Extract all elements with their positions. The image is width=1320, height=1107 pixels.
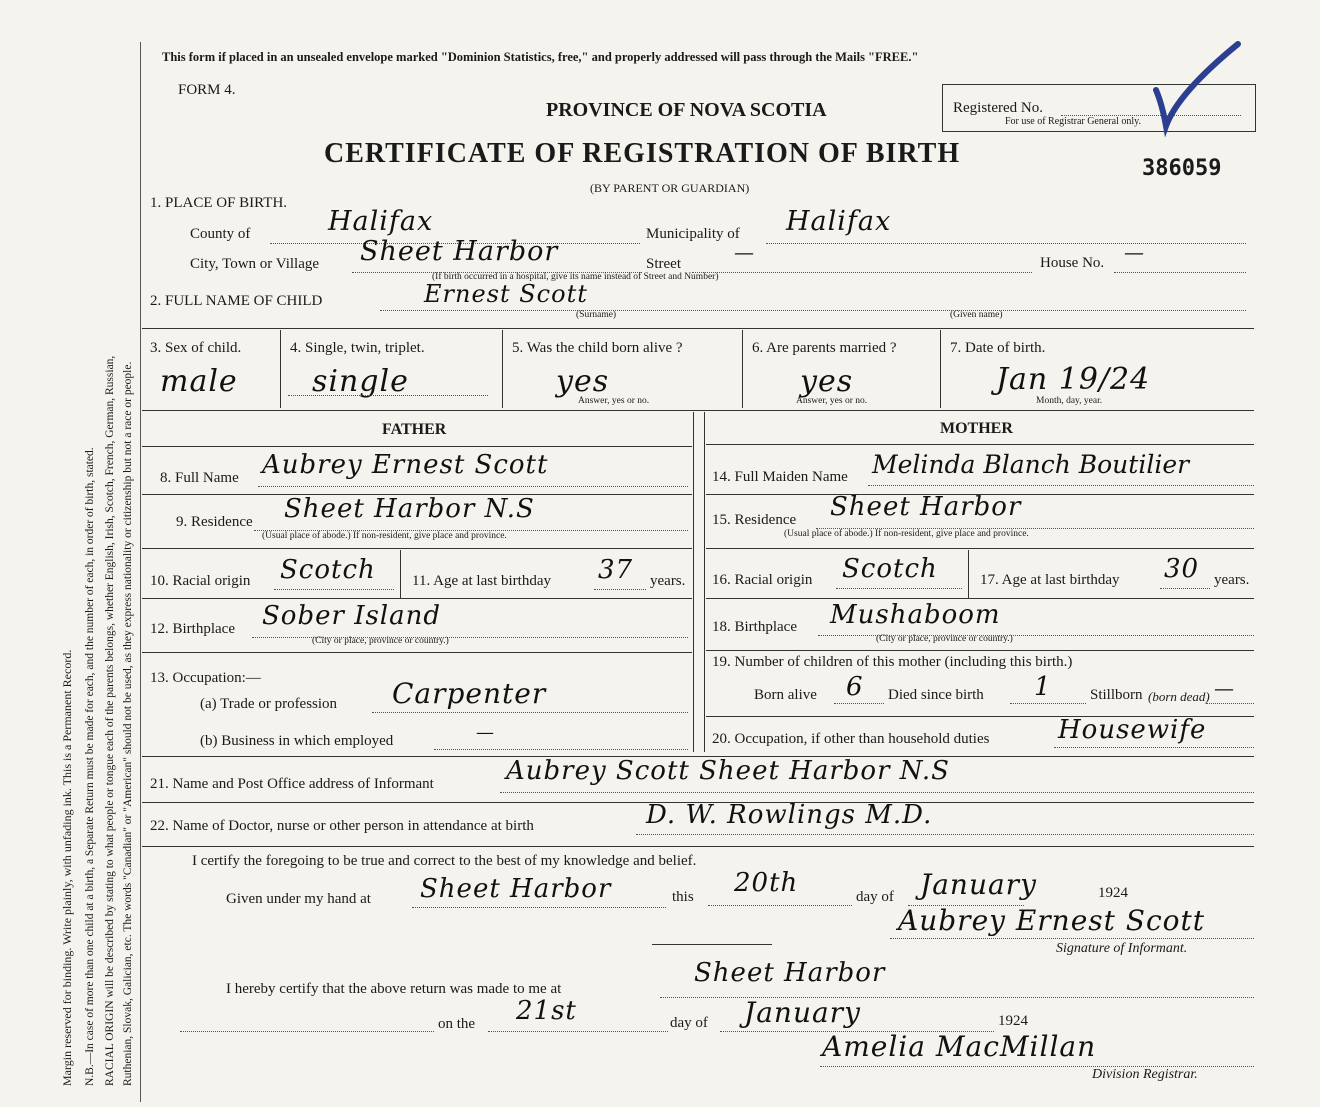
- married-note: Answer, yes or no.: [796, 396, 868, 406]
- father-heading: FATHER: [382, 421, 447, 438]
- mother-age-label: 17. Age at last birthday: [980, 572, 1120, 588]
- father-birthplace-note: (City or place, province or country.): [312, 636, 449, 646]
- mother-occupation-value: Housewife: [1058, 715, 1207, 745]
- mother-birthplace-label: 18. Birthplace: [712, 619, 797, 635]
- alive-value: yes: [556, 364, 610, 399]
- mother-residence-note: (Usual place of abode.) If non-resident, give place and province.: [784, 529, 1029, 539]
- father-business-value: —: [476, 722, 495, 743]
- father-residence-note: (Usual place of abode.) If non-resident, give place and province.: [262, 531, 507, 541]
- street-line: [692, 272, 1032, 273]
- father-business-line: [434, 749, 688, 750]
- mother-heading-rule: [706, 444, 1254, 445]
- house-line: [1114, 272, 1246, 273]
- plurality-value: single: [312, 364, 409, 399]
- doctor-bottom-rule: [142, 846, 1254, 847]
- province-title: PROVINCE OF NOVA SCOTIA: [546, 99, 827, 121]
- mother-name-line: [868, 485, 1254, 486]
- form-number: FORM 4.: [178, 82, 236, 98]
- divider-6-7: [940, 330, 941, 408]
- given-month-value: January: [920, 868, 1037, 901]
- registrar-day-of-label: day of: [670, 1015, 708, 1031]
- mother-heading: MOTHER: [940, 420, 1013, 437]
- father-trade-line: [372, 712, 688, 713]
- registrar-blank-line: [180, 1031, 434, 1032]
- mother-years-label: years.: [1214, 572, 1250, 588]
- county-value: Halifax: [328, 206, 434, 237]
- page-title: CERTIFICATE OF REGISTRATION OF BIRTH: [324, 138, 961, 169]
- father-race-divider: [400, 550, 401, 598]
- municipality-value: Halifax: [786, 206, 892, 237]
- stillborn-note: (born dead): [1148, 689, 1210, 704]
- divider-4-5: [502, 330, 503, 408]
- surname-note: (Surname): [576, 310, 617, 320]
- margin-note-1: Margin reserved for binding. Write plainly, with unfading ink. This is a Permanent Record.: [60, 649, 74, 1086]
- margin-note-4: Ruthenian, Slovak, Galician, etc. The words "Canadian" or "American" should not be used, as they express nationality or citizenship but not a race or people.: [122, 361, 134, 1086]
- margin-border: [140, 42, 141, 1102]
- house-value: —: [1124, 240, 1145, 264]
- father-trade-value: Carpenter: [392, 677, 547, 710]
- father-name-value: Aubrey Ernest Scott: [262, 450, 549, 480]
- father-rule-4: [142, 652, 692, 653]
- mother-residence-label: 15. Residence: [712, 512, 797, 528]
- given-day-line: [708, 905, 852, 906]
- given-name-note: (Given name): [950, 310, 1003, 320]
- child-name-label: 2. FULL NAME OF CHILD: [150, 293, 323, 309]
- registrar-signature: Amelia MacMillan: [822, 1030, 1097, 1063]
- father-age-line: [594, 589, 646, 590]
- street-value: —: [734, 240, 755, 264]
- dob-note: Month, day, year.: [1036, 396, 1103, 406]
- died-value: 1: [1034, 672, 1052, 702]
- father-residence-value: Sheet Harbor N.S: [284, 494, 535, 524]
- alive-note: Answer, yes or no.: [578, 396, 650, 406]
- given-day-of-label: day of: [856, 889, 894, 905]
- registrar-place-value: Sheet Harbor: [694, 958, 886, 988]
- parents-divider-right: [704, 412, 705, 752]
- city-label: City, Town or Village: [190, 256, 320, 272]
- mother-name-value: Melinda Blanch Boutilier: [872, 450, 1190, 479]
- row-3-7-top-border: [142, 328, 1254, 329]
- mother-residence-value: Sheet Harbor: [830, 492, 1022, 522]
- registrar-on-the-label: on the: [438, 1016, 476, 1032]
- plurality-label: 4. Single, twin, triplet.: [290, 340, 425, 356]
- stillborn-value: —: [1214, 676, 1235, 700]
- mother-race-value: Scotch: [842, 554, 938, 584]
- married-value: yes: [800, 364, 854, 399]
- father-race-line: [274, 589, 394, 590]
- doctor-line: [636, 834, 1254, 835]
- margin-note-2: N.B.—In case of more than one child at a birth, a Separate Return must be made for each, and the number of each, in order of birth, stated.: [84, 447, 96, 1086]
- informant-value: Aubrey Scott Sheet Harbor N.S: [506, 756, 950, 786]
- child-name-value: Ernest Scott: [424, 280, 588, 308]
- father-name-line: [258, 486, 688, 487]
- mother-rule-2: [706, 548, 1254, 549]
- sex-label: 3. Sex of child.: [150, 340, 242, 356]
- given-day-value: 20th: [734, 868, 799, 898]
- father-heading-rule: [142, 446, 692, 447]
- certificate-number: 386059: [1142, 156, 1222, 181]
- father-birthplace-value: Sober Island: [262, 601, 442, 631]
- given-place-value: Sheet Harbor: [420, 874, 612, 904]
- born-alive-value: 6: [846, 672, 864, 702]
- father-rule-2: [142, 548, 692, 549]
- registrar-signature-label: Division Registrar.: [1092, 1067, 1198, 1082]
- postal-notice: This form if placed in an unsealed envelope marked "Dominion Statistics, free," and properly addressed will pass through the Mails "FREE.": [162, 50, 919, 64]
- died-line: [1010, 703, 1086, 704]
- born-alive-line: [834, 703, 884, 704]
- mother-race-divider: [968, 550, 969, 598]
- father-trade-label: (a) Trade or profession: [200, 696, 338, 712]
- father-name-label: 8. Full Name: [160, 470, 239, 486]
- mother-age-line: [1160, 588, 1210, 589]
- mother-birthplace-value: Mushaboom: [830, 600, 1001, 630]
- father-age-value: 37: [598, 555, 634, 585]
- mother-occupation-line: [1054, 747, 1254, 748]
- died-label: Died since birth: [888, 687, 984, 703]
- father-race-value: Scotch: [280, 555, 376, 585]
- certify-statement: I certify the foregoing to be true and correct to the best of my knowledge and belief.: [192, 853, 697, 869]
- margin-note-3: RACIAL ORIGIN will be described by stating to what people or tongue each of the parents belongs, whether English, Irish, Scotch, French, German, Russian,: [104, 355, 116, 1086]
- parents-divider-left: [693, 412, 694, 752]
- doctor-value: D. W. Rowlings M.D.: [646, 800, 933, 830]
- place-of-birth-label: 1. PLACE OF BIRTH.: [150, 195, 288, 211]
- stillborn-line: [1206, 703, 1254, 704]
- county-label: County of: [190, 226, 251, 242]
- hospital-note: (If birth occurred in a hospital, give its name instead of Street and Number): [432, 272, 719, 282]
- street-label: Street: [646, 256, 681, 272]
- informant-signature-line: [890, 938, 1254, 939]
- sex-value: male: [160, 364, 238, 399]
- alive-label: 5. Was the child born alive ?: [512, 340, 683, 356]
- city-value: Sheet Harbor: [360, 236, 559, 267]
- mother-rule-4: [706, 650, 1254, 651]
- registrar-statement: I hereby certify that the above return was made to me at: [226, 981, 562, 997]
- born-alive-label: Born alive: [754, 687, 817, 703]
- informant-signature: Aubrey Ernest Scott: [898, 904, 1206, 937]
- registrar-day-line: [488, 1031, 668, 1032]
- divider-5-6: [742, 330, 743, 408]
- father-age-label: 11. Age at last birthday: [412, 573, 551, 589]
- divider-3-4: [280, 330, 281, 408]
- informant-label: 21. Name and Post Office address of Informant: [150, 776, 434, 792]
- municipality-label: Municipality of: [646, 226, 740, 242]
- mother-occupation-label: 20. Occupation, if other than household duties: [712, 731, 990, 747]
- row-3-7-bottom-border: [142, 410, 1254, 411]
- given-this-label: this: [672, 889, 694, 905]
- stillborn-label: Stillborn: [1090, 687, 1143, 703]
- municipality-line: [766, 243, 1246, 244]
- dob-value: Jan 19/24: [996, 362, 1151, 397]
- doctor-label: 22. Name of Doctor, nurse or other person in attendance at birth: [150, 818, 534, 834]
- father-business-label: (b) Business in which employed: [200, 733, 394, 749]
- check-mark-icon: [1138, 38, 1248, 138]
- mother-rule-3: [706, 598, 1254, 599]
- father-rule-3: [142, 598, 692, 599]
- father-birthplace-label: 12. Birthplace: [150, 621, 235, 637]
- dob-label: 7. Date of birth.: [950, 340, 1046, 356]
- mother-age-value: 30: [1164, 554, 1200, 584]
- plurality-line: [288, 395, 488, 396]
- house-label: House No.: [1040, 255, 1105, 271]
- registrar-month-value: January: [744, 996, 861, 1029]
- father-occupation-label: 13. Occupation:—: [150, 670, 261, 686]
- child-name-line: [380, 310, 1246, 311]
- mother-race-label: 16. Racial origin: [712, 572, 813, 588]
- children-count-label: 19. Number of children of this mother (including this birth.): [712, 654, 1073, 670]
- registrar-note: For use of Registrar General only.: [1005, 116, 1141, 127]
- informant-signature-label: Signature of Informant.: [1056, 941, 1188, 956]
- father-years-label: years.: [650, 573, 686, 589]
- informant-line: [500, 792, 1254, 793]
- given-place-line: [412, 907, 666, 908]
- father-residence-label: 9. Residence: [176, 514, 253, 530]
- mother-race-line: [836, 588, 962, 589]
- separator-rule: [652, 944, 772, 945]
- page-subtitle: (BY PARENT OR GUARDIAN): [590, 181, 750, 195]
- registrar-day-value: 21st: [516, 996, 577, 1026]
- given-label: Given under my hand at: [226, 891, 371, 907]
- given-year: 1924: [1098, 885, 1128, 901]
- mother-birthplace-note: (City or place, province or country.): [876, 634, 1013, 644]
- registrar-year: 1924: [998, 1013, 1028, 1029]
- father-race-label: 10. Racial origin: [150, 573, 251, 589]
- registered-label: Registered No.: [953, 100, 1043, 116]
- married-label: 6. Are parents married ?: [752, 340, 897, 356]
- mother-name-label: 14. Full Maiden Name: [712, 469, 848, 485]
